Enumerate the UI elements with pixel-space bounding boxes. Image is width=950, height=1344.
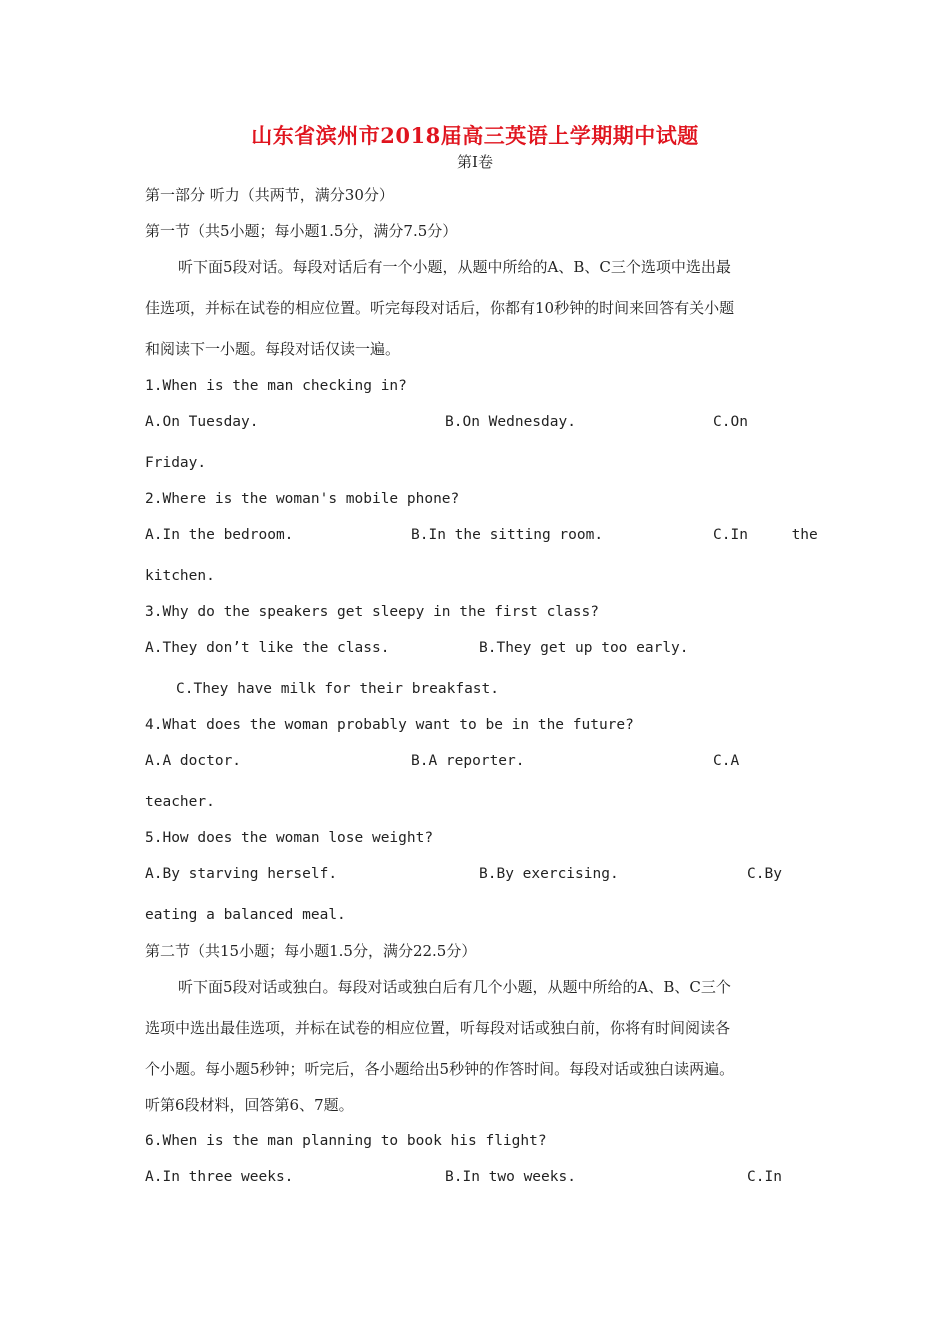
option-b: B.By exercising. [479,866,619,882]
question-1: 1.When is the man checking in? [145,378,407,394]
option-c: C.By [747,866,782,882]
option-a: A.In three weeks. [145,1169,294,1185]
option-b: B.On Wednesday. [445,414,576,430]
section2-note: 听第6段材料，回答第6、7题。 [145,1096,354,1114]
option-c-continued: kitchen. [145,568,215,584]
option-a: A.A doctor. [145,753,242,769]
section1-instruction-line: 听下面5段对话。每段对话后有一个小题，从题中所给的A、B、C三个选项中选出最 [178,258,731,276]
option-b: B.In the sitting room. [411,527,604,543]
option-c-continued: eating a balanced meal. [145,907,346,923]
option-c: C.On [713,414,748,430]
question-6: 6.When is the man planning to book his flight? [145,1133,547,1149]
option-a: A.By starving herself. [145,866,338,882]
option-c: C.In [747,1169,782,1185]
volume-label: 第I卷 [457,153,493,171]
option-c: C.In the [713,527,818,543]
option-b: B.A reporter. [411,753,525,769]
option-b: B.In two weeks. [445,1169,576,1185]
option-a: A.They don’t like the class. [145,640,390,656]
question-4: 4.What does the woman probably want to be in the future? [145,717,634,733]
section2-instruction-line: 选项中选出最佳选项，并标在试卷的相应位置，听每段对话或独白前，你将有时间阅读各 [145,1019,731,1037]
part1-heading: 第一部分 听力（共两节，满分30分） [145,186,394,204]
section1-instruction-line: 和阅读下一小题。每段对话仅读一遍。 [145,340,401,358]
option-a: A.In the bedroom. [145,527,294,543]
question-5: 5.How does the woman lose weight? [145,830,434,846]
option-c: C.They have milk for their breakfast. [176,681,500,697]
option-c-continued: Friday. [145,455,207,471]
question-3: 3.Why do the speakers get sleepy in the first class? [145,604,599,620]
option-b: B.They get up too early. [479,640,689,656]
question-2: 2.Where is the woman's mobile phone? [145,491,460,507]
page-title: 山东省滨州市2018届高三英语上学期期中试题 [251,123,699,148]
section2-instruction-line: 听下面5段对话或独白。每段对话或独白后有几个小题，从题中所给的A、B、C三个 [178,978,731,996]
option-a: A.On Tuesday. [145,414,259,430]
option-c: C.A [713,753,740,769]
section1-instruction-line: 佳选项，并标在试卷的相应位置。听完每段对话后，你都有10秒钟的时间来回答有关小题 [145,299,735,317]
section2-heading: 第二节（共15小题；每小题1.5分，满分22.5分） [145,942,477,960]
option-c-continued: teacher. [145,794,215,810]
section1-heading: 第一节（共5小题；每小题1.5分，满分7.5分） [145,222,458,240]
section2-instruction-line: 个小题。每小题5秒钟；听完后，各小题给出5秒钟的作答时间。每段对话或独白读两遍。 [145,1060,735,1078]
